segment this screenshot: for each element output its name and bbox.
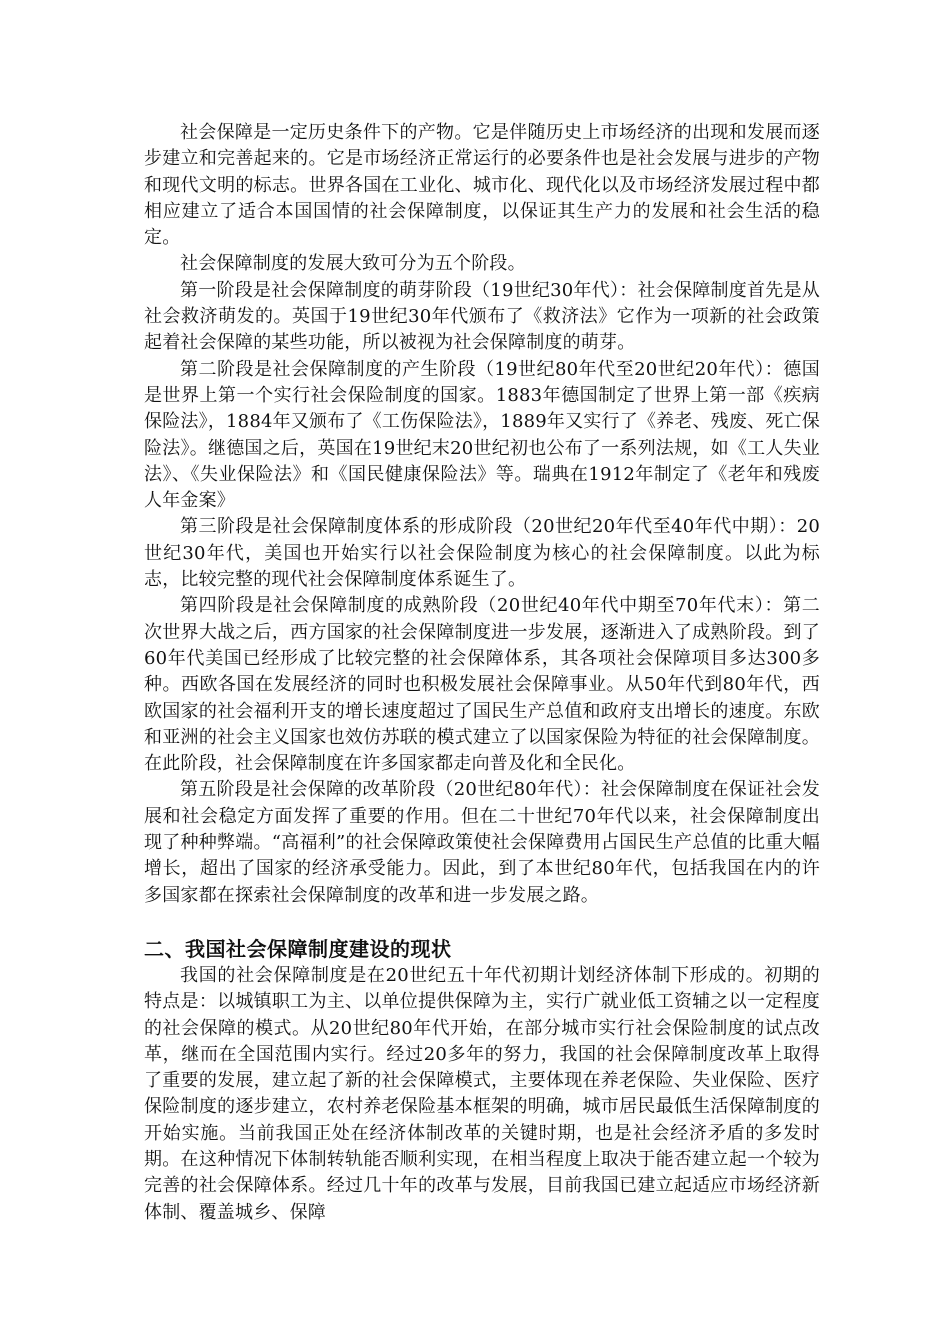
document-page (144, 120, 820, 1226)
section-spacer (144, 909, 820, 935)
paragraph-stage-4: 第四阶段是社会保障制度的成熟阶段（20世纪40年代中期至70年代末）：第二次世界大战之后，西方国家的社会保障制度进一步发展，逐渐进入了成熟阶段。到了60年代美国已经形成了比较完整的社会保障体系，其各项社会保障项目多达300多种。西欧各国在发展经济的同时也积极发展社会保障事业。从50年代到80年代，西欧国家的社会福利开支的增长速度超过了国民生产总值和政府支出增长的速度。东欧和亚洲的社会主义国家也效仿苏联的模式建立了以国家保险为特征的社会保障制度。在此阶段，社会保障制度在许多国家都走向普及化和全民化。 (144, 595, 820, 775)
paragraph-intro: 社会保障是一定历史条件下的产物。它是伴随历史上市场经济的出现和发展而逐步建立和完善起来的。它是市场经济正常运行的必要条件也是社会发展与进步的产物和现代文明的标志。世界各国在工业化、城市化、现代化以及市场经济发展过程中都相应建立了适合本国国情的社会保障制度，以保证其生产力的发展和社会生活的稳定。 (144, 122, 820, 249)
paragraph-current-status: 我国的社会保障制度是在20世纪五十年代初期计划经济体制下形成的。初期的特点是：以城镇职工为主、以单位提供保障为主，实行广就业低工资辅之以一定程度的社会保障的模式。从20世纪80年代开始，在部分城市实行社会保险制度的试点改革，继而在全国范围内实行。经过20多年的努力，我国的社会保障制度改革上取得了重要的发展，建立起了新的社会保障模式，主要体现在养老保险、失业保险、医疗保险制度的逐步建立，农村养老保险基本框架的明确，城市居民最低生活保障制度的开始实施。当前我国正处在经济体制改革的关键时期，也是社会经济矛盾的多发时期。在这种情况下体制转轨能否顺利实现，在相当程度上取决于能否建立起一个较为完善的社会保障体系。经过几十年的改革与发展，目前我国已建立起适应市场经济新体制、覆盖城乡、保障 (144, 964, 820, 1223)
paragraph-stage-5: 第五阶段是社会保障的改革阶段（20世纪80年代）：社会保障制度在保证社会发展和社会稳定方面发挥了重要的作用。但在二十世纪70年代以来，社会保障制度出现了种种弊端。“高福利”的社会保障政策使社会保障费用占国民生产总值的比重大幅增长，超出了国家的经济承受能力。因此，到了本世纪80年代，包括我国在内的许多国家都在探索社会保障制度的改革和进一步发展之路。 (144, 779, 820, 906)
paragraph-stage-2: 第二阶段是社会保障制度的产生阶段（19世纪80年代至20世纪20年代）：德国是世界上第一个实行社会保险制度的国家。1883年德国制定了世界上第一部《疾病保险法》，1884年又颁布了《工伤保险法》，1889年又实行了《养老、残废、死亡保险法》。继德国之后，英国在19世纪末20世纪初也公布了一系列法规，如《工人失业法》、《失业保险法》和《国民健康保险法》等。瑞典在1912年制定了《老年和残废人年金案》 (144, 358, 820, 512)
paragraph-stage-3: 第三阶段是社会保障制度体系的形成阶段（20世纪20年代至40年代中期）：20世纪30年代，美国也开始实行以社会保险制度为核心的社会保障制度。以此为标志，比较完整的现代社会保障制度体系诞生了。 (144, 516, 820, 591)
section-heading: 二、我国社会保障制度建设的现状 (144, 936, 452, 961)
paragraph-stage-1: 第一阶段是社会保障制度的萌芽阶段（19世纪30年代）：社会保障制度首先是从社会救济萌发的。英国于19世纪30年代颁布了《救济法》它作为一项新的社会政策起着社会保障的某些功能，所以被视为社会保障制度的萌芽。 (144, 279, 820, 354)
paragraph-stages-overview: 社会保障制度的发展大致可分为五个阶段。 (180, 253, 526, 275)
